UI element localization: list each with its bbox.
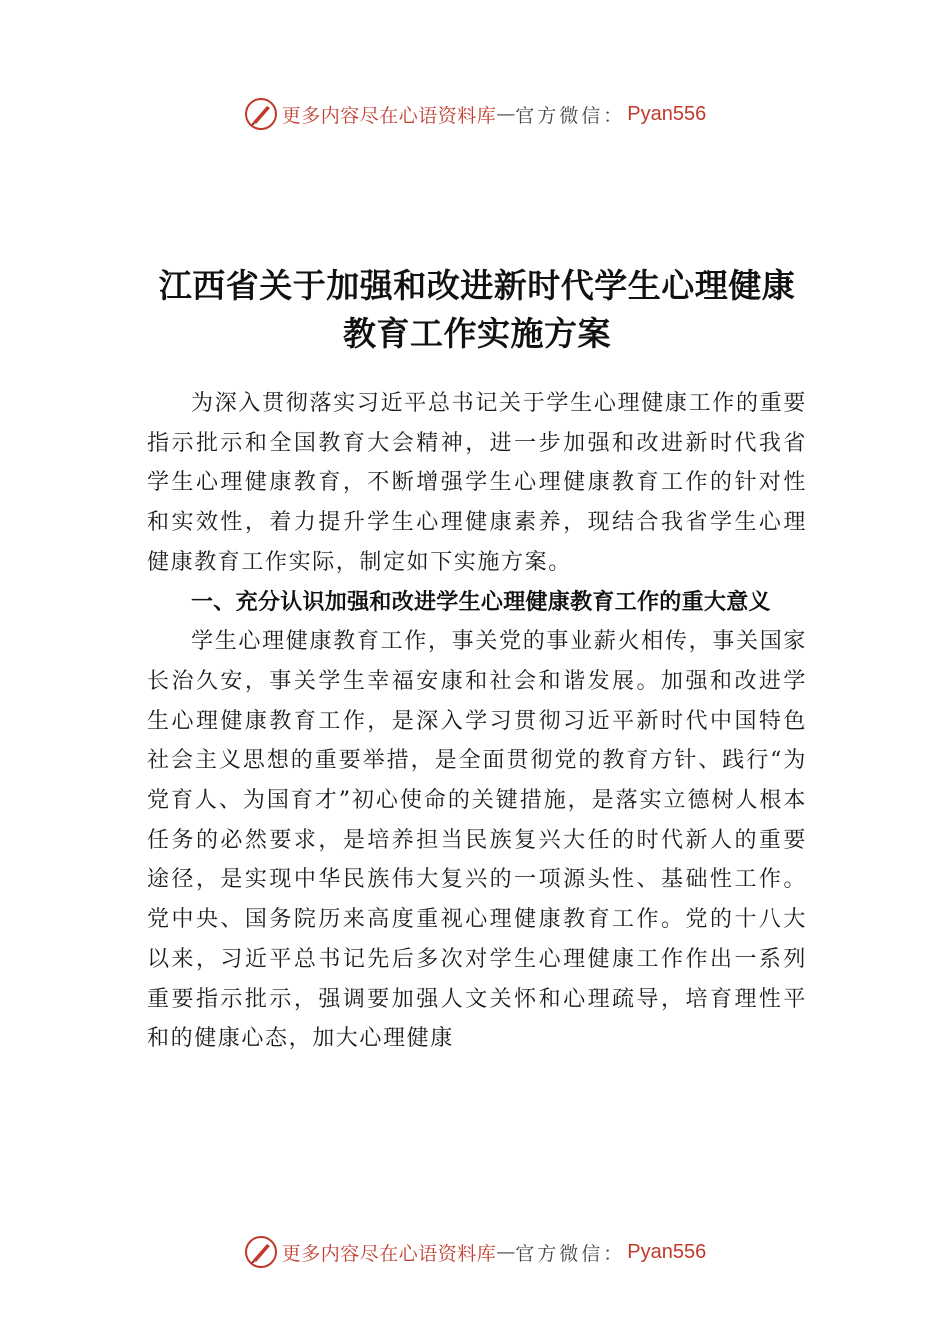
quill-logo-icon [244, 1235, 278, 1269]
section-paragraph: 学生心理健康教育工作，事关党的事业薪火相传，事关国家长治久安，事关学生幸福安康和社会和谐发展。加强和改进学生心理健康教育工作，是深入学习贯彻习近平新时代中国特色社会主义思想的重要举措，是全面贯彻党的教育方针、践行“为党育人、为国育才”初心使命的关键措施，是落实立德树人根本任务的必然要求，是培养担当民族复兴大任的时代新人的重要途径，是实现中华民族伟大复兴的一项源头性、基础性工作。党中央、国务院历来高度重视心理健康教育工作。党的十八大以来，习近平总书记先后多次对学生心理健康工作作出一系列重要指示批示，强调要加强人文关怀和心理疏导，培育理性平和的健康心态，加大心理健康 [147, 629, 807, 1052]
footer-banner [0, 1230, 950, 1274]
quill-logo-icon [244, 97, 278, 131]
section-heading: 一、充分认识加强和改进学生心理健康教育工作的重大意义 [191, 589, 771, 615]
document-body [147, 262, 807, 1059]
banner-separator: — [496, 1241, 516, 1263]
document-title: 江西省关于加强和改进新时代学生心理健康教育工作实施方案 [158, 266, 796, 353]
banner-official-label: 官方微信： [515, 1242, 626, 1265]
banner-official-label: 官方微信： [515, 104, 626, 127]
banner-wechat-id: Pyan556 [627, 1240, 707, 1263]
banner-separator: — [496, 103, 516, 125]
banner-brand: 更多内容尽在心语资料库 [281, 104, 497, 127]
banner-wechat-id: Pyan556 [627, 102, 707, 125]
header-banner [0, 92, 950, 136]
banner-brand: 更多内容尽在心语资料库 [281, 1242, 497, 1265]
intro-paragraph: 为深入贯彻落实习近平总书记关于学生心理健康工作的重要指示批示和全国教育大会精神，进一步加强和改进新时代我省学生心理健康教育，不断增强学生心理健康教育工作的针对性和实效性，着力提升学生心理健康素养，现结合我省学生心理健康教育工作实际，制定如下实施方案。 [147, 391, 807, 575]
